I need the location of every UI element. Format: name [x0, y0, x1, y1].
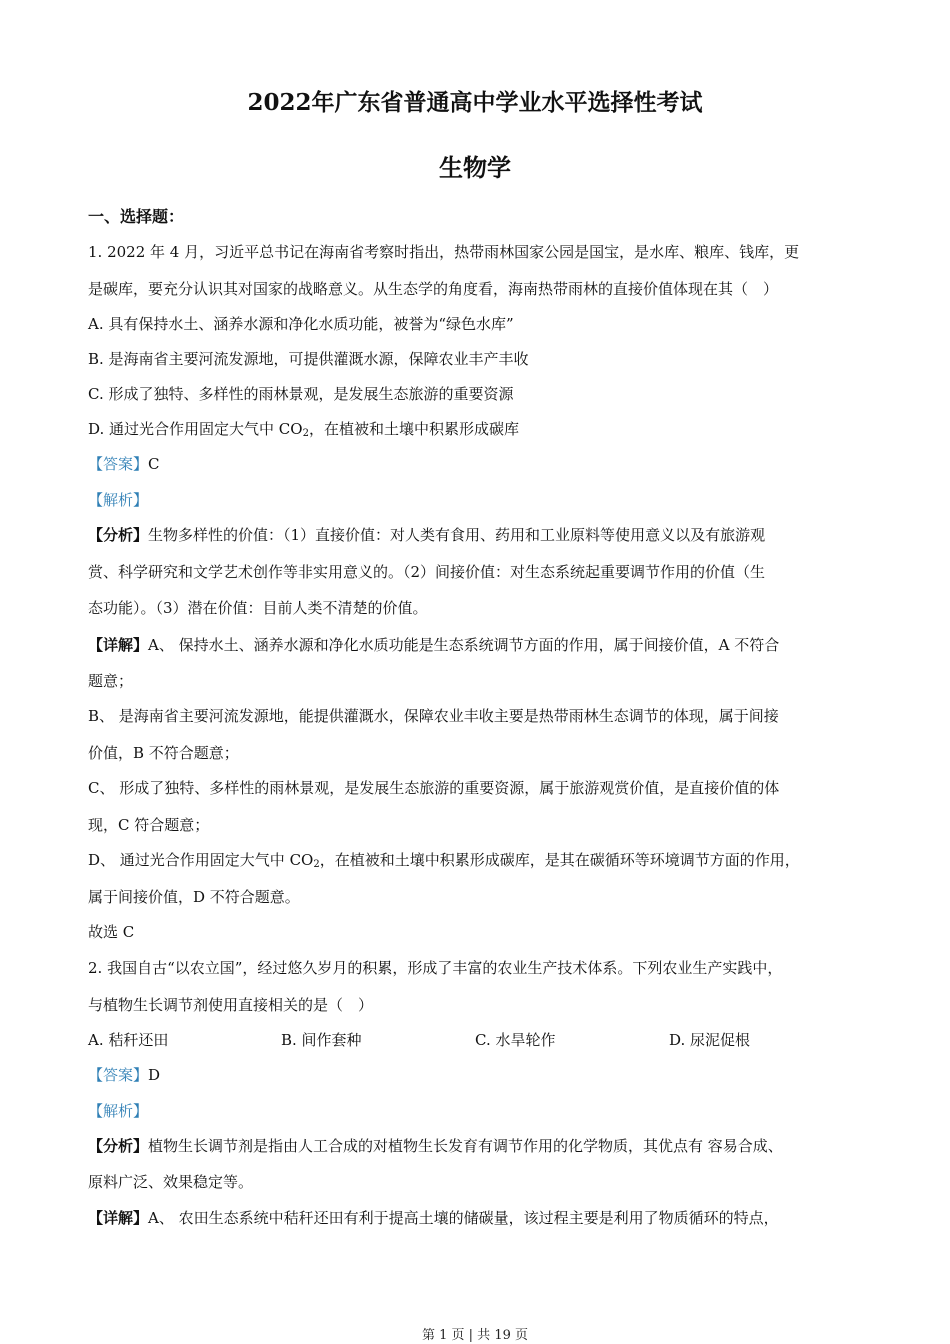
q1-option-d-text: D. 通过光合作用固定大气中 CO — [88, 420, 303, 438]
q2-detail-a-line-1 — [88, 1208, 868, 1228]
q2-option-d: D. 尿泥促根 — [669, 1031, 751, 1049]
q1-answer-value: C — [148, 455, 160, 473]
q1-detail-c-line-2: 现，C 符合题意； — [88, 816, 210, 834]
q1-fenxi-line-3: 态功能）。（3）潜在价值：目前人类不清楚的价值。 — [88, 599, 428, 617]
q1-option-b: B. 是海南省主要河流发源地，可提供灌溉水源，保障农业丰产丰收 — [88, 350, 529, 368]
q1-fenxi-text-1: 生物多样性的价值：（1）直接价值：对人类有食用、药用和工业原料等使用意义以及有旅游观 — [148, 526, 766, 544]
q2-fenxi-line-1 — [88, 1136, 868, 1156]
q2-option-b: B. 间作套种 — [281, 1031, 362, 1049]
q1-conclusion: 故选 C — [88, 923, 135, 941]
q1-stem-line-1: 1. 2022 年 4 月，习近平总书记在海南省考察时指出，热带雨林国家公园是国宝，是水库、粮库、钱库，更 — [88, 243, 800, 261]
q2-option-a: A. 秸秆还田 — [88, 1031, 169, 1049]
q2-stem-line-1: 2. 我国自古“以农立国”，经过悠久岁月的积累，形成了丰富的农业生产技术体系。下列农业生产实践中， — [88, 959, 783, 977]
q2-fenxi-line-2: 原料广泛、效果稳定等。 — [88, 1173, 254, 1191]
q1-detail-a-text: A、 保持水土、涵养水源和净化水质功能是生态系统调节方面的作用，属于间接价值，A 不符合 — [148, 636, 780, 654]
q1-analysis-tag: 【解析】 — [88, 491, 149, 509]
q1-detail-d-text-end: ，在植被和土壤中积累形成碳库，是其在碳循环等环境调节方面的作用， — [319, 851, 800, 869]
exam-title: 2022年广东省普通高中学业水平选择性考试 — [247, 89, 703, 116]
xiangjie-tag: 【详解】 — [88, 1209, 149, 1227]
q1-option-d — [88, 419, 868, 444]
q2-answer-value: D — [148, 1066, 161, 1084]
q2-stem-line-2: 与植物生长调节剂使用直接相关的是（ ） — [88, 996, 374, 1014]
section-heading: 一、选择题： — [88, 207, 185, 226]
q1-option-c: C. 形成了独特、多样性的雨林景观，是发展生态旅游的重要资源 — [88, 385, 514, 403]
q1-detail-a-line-1 — [88, 635, 868, 655]
q1-detail-d-text: D、 通过光合作用固定大气中 CO — [88, 851, 314, 869]
q1-detail-d-line-1 — [88, 850, 868, 875]
q1-detail-d-line-2: 属于间接价值，D 不符合题意。 — [88, 888, 300, 906]
q2-option-c: C. 水旱轮作 — [475, 1031, 556, 1049]
q1-fenxi-line-2: 赏、科学研究和文学艺术创作等非实用意义的。（2）间接价值：对生态系统起重要调节作用的价值（生 — [88, 563, 766, 581]
q2-detail-a-text: A、 农田生态系统中秸秆还田有利于提高土壤的储碳量，该过程主要是利用了物质循环的特点， — [148, 1209, 779, 1227]
q1-detail-d-subscript: 2 — [313, 859, 320, 870]
q1-option-d-subscript: 2 — [302, 428, 309, 439]
fenxi-tag: 【分析】 — [88, 1137, 149, 1155]
q1-detail-a-line-2: 题意； — [88, 672, 134, 690]
q1-option-d-text-end: ，在植被和土壤中积累形成碳库 — [308, 420, 519, 438]
q1-option-a: A. 具有保持水土、涵养水源和净化水质功能，被誉为“绿色水库” — [88, 315, 514, 333]
page-footer: 第 1 页 | 共 19 页 — [422, 1328, 528, 1343]
q1-detail-b-line-1: B、 是海南省主要河流发源地，能提供灌溉水，保障农业丰收主要是热带雨林生态调节的体现，属于间接 — [88, 707, 779, 725]
q1-fenxi-line-1 — [88, 525, 868, 545]
q2-answer-line — [88, 1065, 868, 1085]
fenxi-tag: 【分析】 — [88, 526, 149, 544]
answer-tag: 【答案】 — [88, 1066, 149, 1084]
subject-title: 生物学 — [439, 153, 511, 182]
xiangjie-tag: 【详解】 — [88, 636, 149, 654]
q1-detail-c-line-1: C、 形成了独特、多样性的雨林景观，是发展生态旅游的重要资源，属于旅游观赏价值，是直接价值的体 — [88, 779, 780, 797]
q2-fenxi-text-1: 植物生长调节剂是指由人工合成的对植物生长发育有调节作用的化学物质，其优点有 容易合成、 — [148, 1137, 783, 1155]
q2-analysis-tag: 【解析】 — [88, 1102, 149, 1120]
q1-stem-line-2: 是碳库，要充分认识其对国家的战略意义。从生态学的角度看，海南热带雨林的直接价值体现在其（ ） — [88, 280, 779, 298]
q1-detail-b-line-2: 价值，B 不符合题意； — [88, 744, 239, 762]
q1-answer-line — [88, 454, 868, 474]
answer-tag: 【答案】 — [88, 455, 149, 473]
